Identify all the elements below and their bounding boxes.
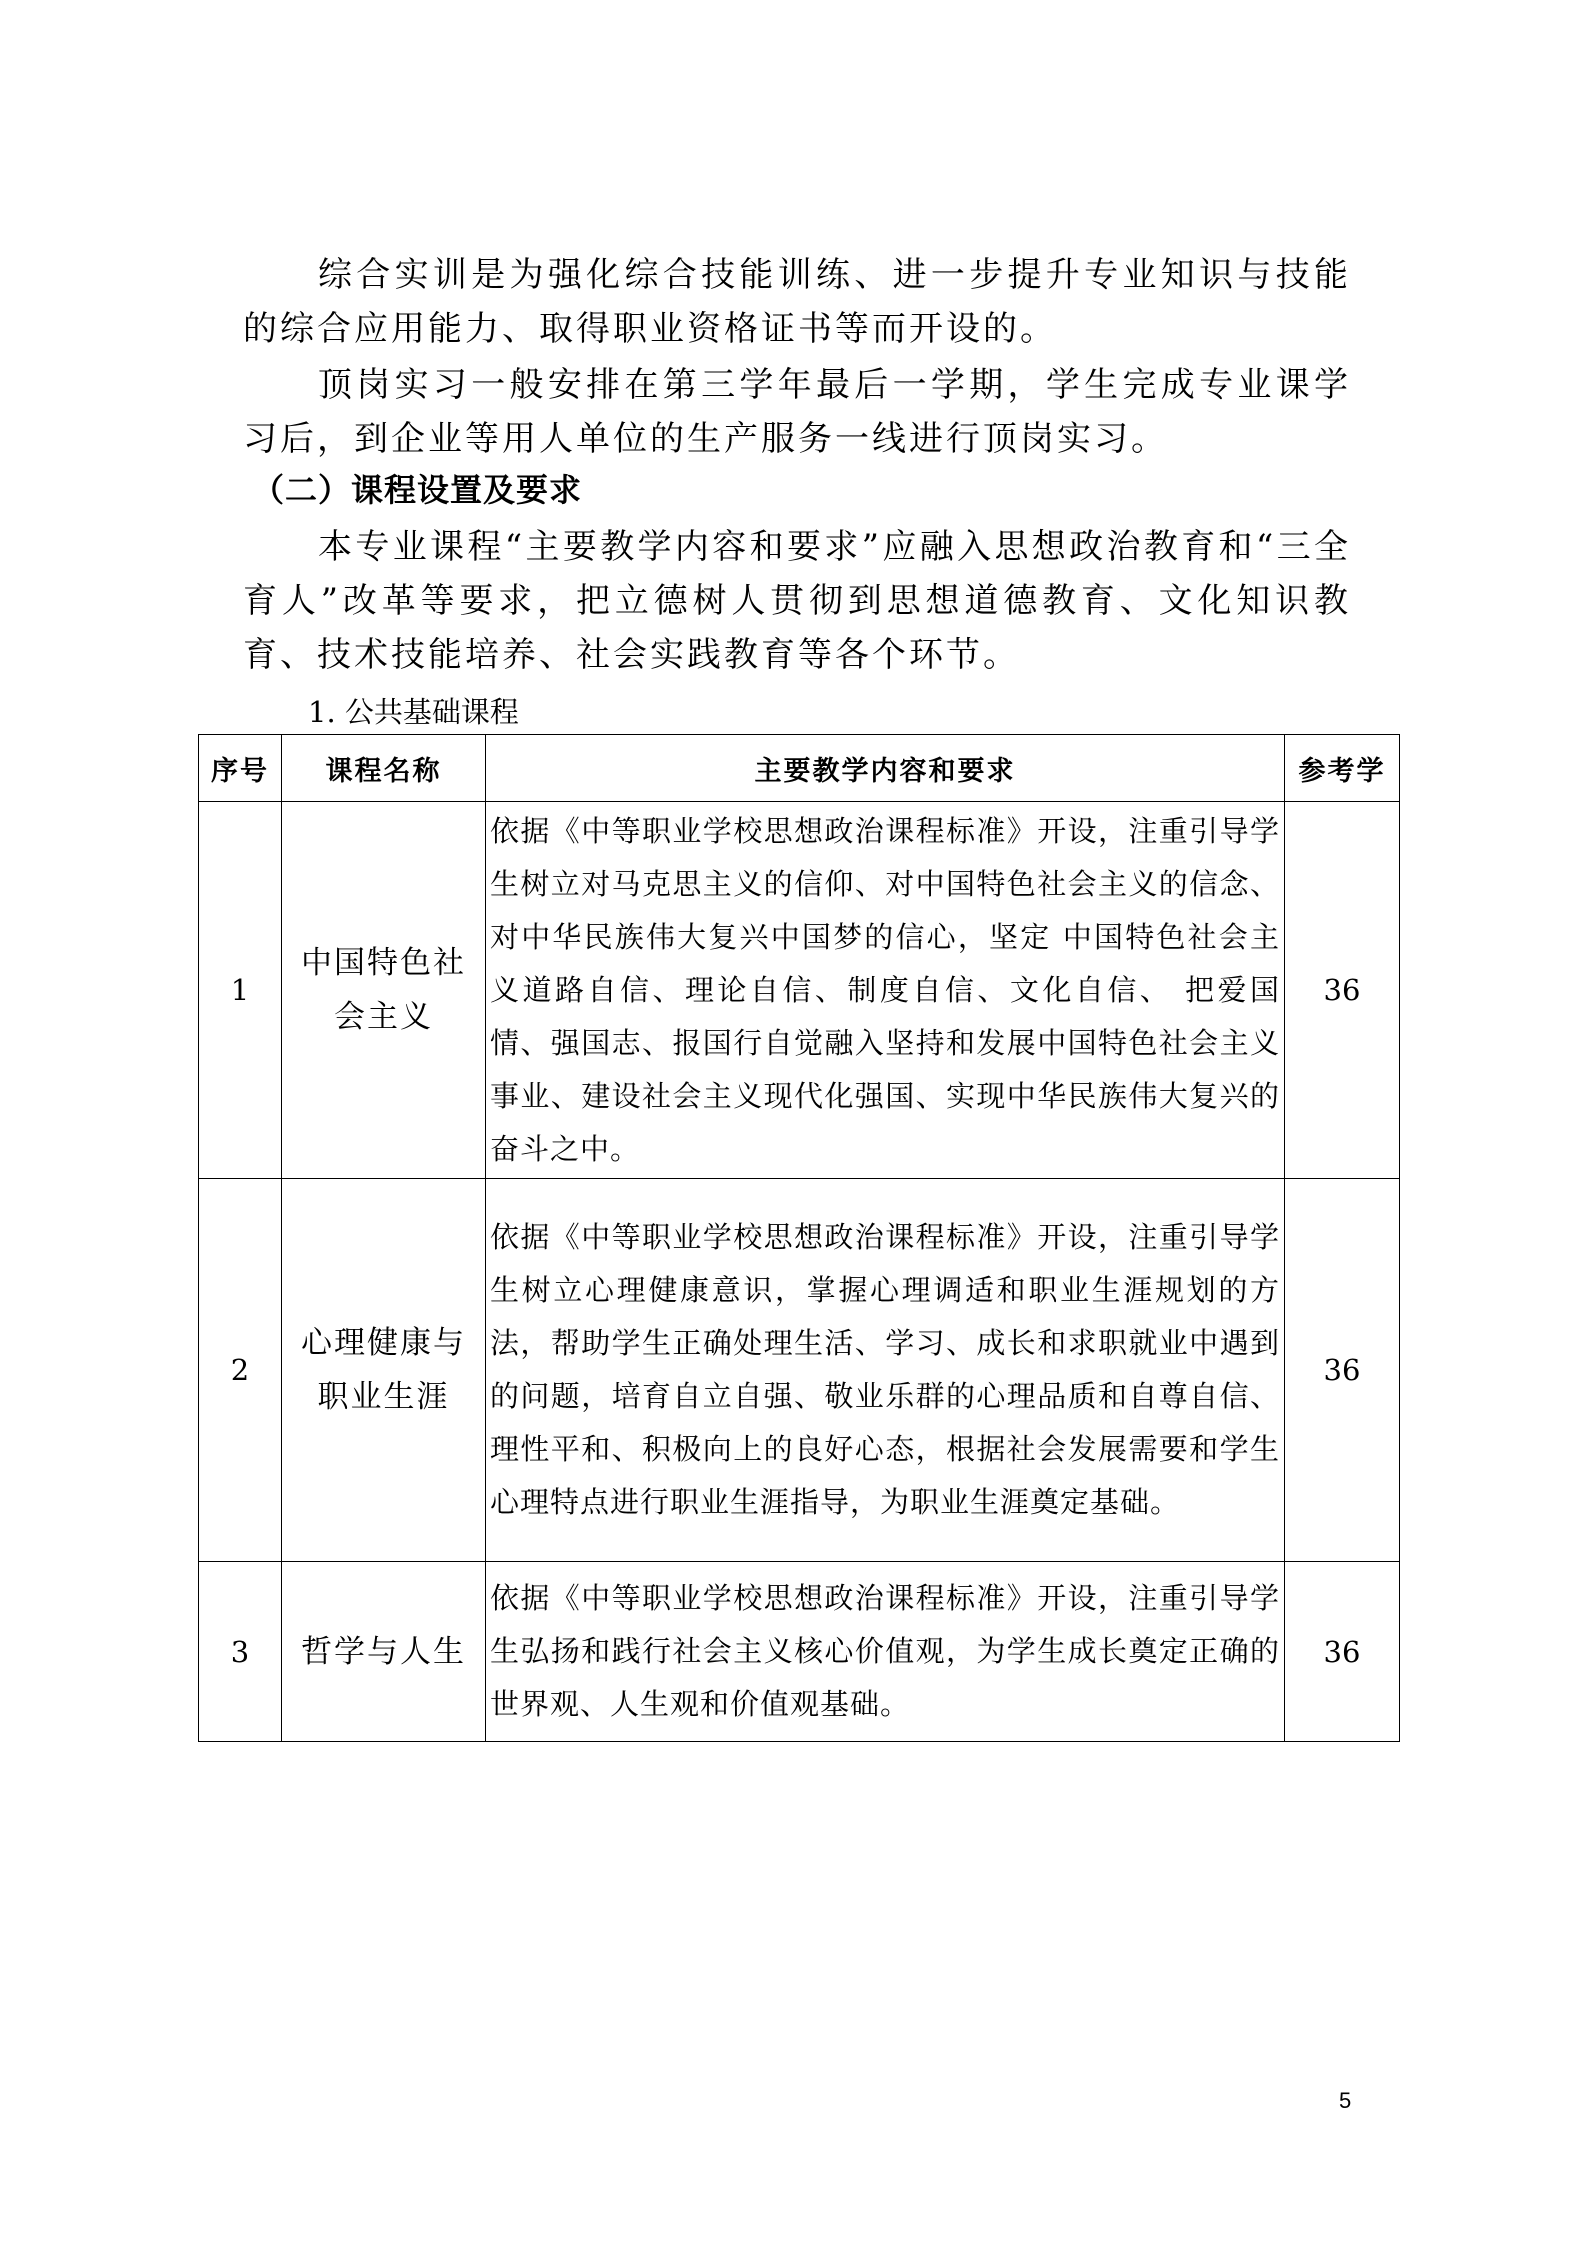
row-content: 依据《中等职业学校思想政治课程标准》开设，注重引导学生树立对马克思主义的信仰、对中国特色社会主义的信念、对中华民族伟大复兴中国梦的信心，坚定 中国特色社会主义道路自信、理论自信、制度自信、文化自信、 把爱国情、强国志、报国行自觉融入坚持和发展中国特色社会主义事业、建设社会主义现代化强国、实现中华民族伟大复兴的奋斗之中。 bbox=[486, 802, 1285, 1179]
row-num: 2 bbox=[199, 1179, 282, 1562]
row-content: 依据《中等职业学校思想政治课程标准》开设，注重引导学生树立心理健康意识，掌握心理调适和职业生涯规划的方法，帮助学生正确处理生活、学习、成长和求职就业中遇到的问题，培育自立自强、敬业乐群的心理品质和自尊自信、理性平和、积极向上的良好心态，根据社会发展需要和学生心理特点进行职业生涯指导，为职业生涯奠定基础。 bbox=[486, 1179, 1285, 1562]
table-header-row bbox=[199, 735, 1400, 802]
header-content: 主要教学内容和要求 bbox=[486, 735, 1285, 802]
table-row bbox=[199, 1179, 1400, 1562]
row-content: 依据《中等职业学校思想政治课程标准》开设，注重引导学生弘扬和践行社会主义核心价值观，为学生成长奠定正确的世界观、人生观和价值观基础。 bbox=[486, 1562, 1285, 1742]
header-name: 课程名称 bbox=[282, 735, 486, 802]
paragraph-curriculum-requirements: 本专业课程“主要教学内容和要求”应融入思想政治教育和“三全育人”改革等要求，把立德树人贯彻到思想道德教育、文化知识教育、技术技能培养、社会实践教育等各个环节。 bbox=[243, 527, 1351, 675]
course-table bbox=[198, 734, 1400, 1742]
header-num: 序号 bbox=[199, 735, 282, 802]
sub-heading-public-courses: 1. 公共基础课程 bbox=[308, 695, 519, 729]
page-number: 5 bbox=[1339, 2088, 1352, 2113]
row-course-name: 中国特色社会主义 bbox=[282, 802, 486, 1179]
row-hours: 36 bbox=[1285, 1179, 1400, 1562]
table-row bbox=[199, 1562, 1400, 1742]
header-hours: 参考学 bbox=[1285, 735, 1400, 802]
section-heading: （二）课程设置及要求 bbox=[252, 471, 583, 509]
row-num: 1 bbox=[199, 802, 282, 1179]
paragraph-internship: 顶岗实习一般安排在第三学年最后一学期，学生完成专业课学习后，到企业等用人单位的生产服务一线进行顶岗实习。 bbox=[243, 365, 1351, 459]
row-hours: 36 bbox=[1285, 802, 1400, 1179]
table-row bbox=[199, 802, 1400, 1179]
row-course-name: 心理健康与职业生涯 bbox=[282, 1179, 486, 1562]
row-course-name: 哲学与人生 bbox=[282, 1562, 486, 1742]
row-hours: 36 bbox=[1285, 1562, 1400, 1742]
paragraph-comprehensive-training: 综合实训是为强化综合技能训练、进一步提升专业知识与技能的综合应用能力、取得职业资格证书等而开设的。 bbox=[243, 255, 1351, 349]
row-num: 3 bbox=[199, 1562, 282, 1742]
